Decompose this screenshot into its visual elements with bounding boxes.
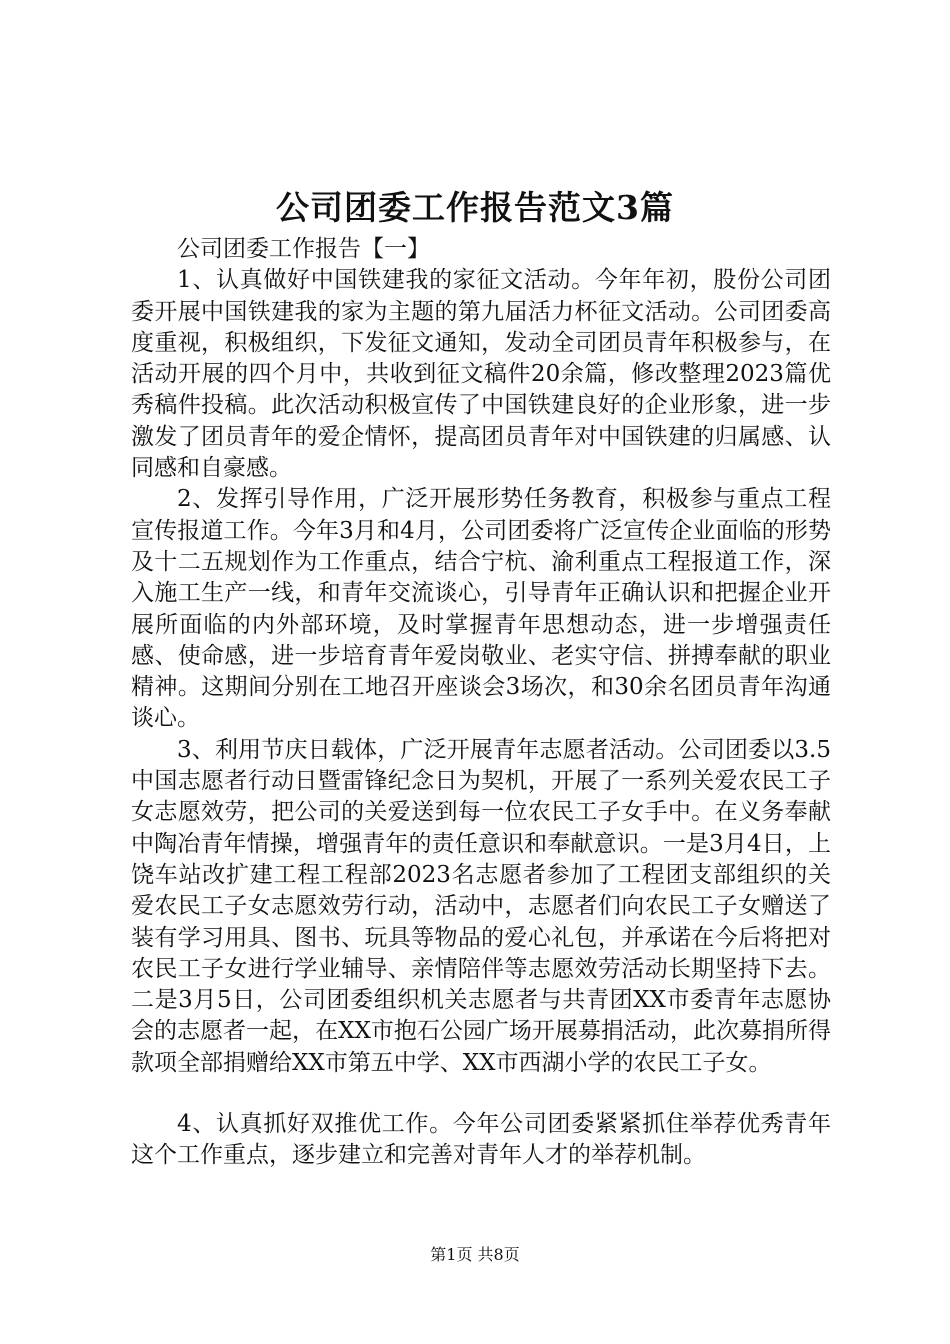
section-heading: 公司团委工作报告【一】 <box>177 236 430 262</box>
page-number-footer: 第1页 共8页 <box>430 1245 520 1264</box>
document-body <box>131 234 831 1172</box>
document-title: 公司团委工作报告范文3篇 <box>276 188 674 227</box>
paragraph-3: 3、利用节庆日载体，广泛开展青年志愿者活动。公司团委以3.5中国志愿者行动日暨雷锋纪念日为契机，开展了一系列关爱农民工子女志愿效劳，把公司的关爱送到每一位农民工子女手中。在义务奉献中陶冶青年情操，增强青年的责任意识和奉献意识。一是3月4日，上饶车站改扩建工程工程部2023名志愿者参加了工程团支部组织的关爱农民工子女志愿效劳行动，活动中，志愿者们向农民工子女赠送了装有学习用具、图书、玩具等物品的爱心礼包，并承诺在今后将把对农民工子女进行学业辅导、亲情陪伴等志愿效劳活动长期坚持下去。二是3月5日，公司团委组织机关志愿者与共青团XX市委青年志愿协会的志愿者一起，在XX市抱石公园广场开展募捐活动，此次募捐所得款项全部捐赠给XX市第五中学、XX市西湖小学的农民工子女。 <box>131 736 831 1076</box>
paragraph-4: 4、认真抓好双推优工作。今年公司团委紧紧抓住举荐优秀青年这个工作重点，逐步建立和完善对青年人才的举荐机制。 <box>131 1111 831 1169</box>
paragraph-2: 2、发挥引导作用，广泛开展形势任务教育，积极参与重点工程宣传报道工作。今年3月和4月，公司团委将广泛宣传企业面临的形势及十二五规划作为工作重点，结合宁杭、渝利重点工程报道工作，深入施工生产一线，和青年交流谈心，引导青年正确认识和把握企业开展所面临的内外部环境，及时掌握青年思想动态，进一步增强责任感、使命感，进一步培育青年爱岗敬业、老实守信、拼搏奉献的职业精神。这期间分别在工地召开座谈会3场次，和30余名团员青年沟通谈心。 <box>131 486 831 732</box>
paragraph-1: 1、认真做好中国铁建我的家征文活动。今年年初，股份公司团委开展中国铁建我的家为主题的第九届活力杯征文活动。公司团委高度重视，积极组织，下发征文通知，发动全司团员青年积极参与，在活动开展的四个月中，共收到征文稿件20余篇，修改整理2023篇优秀稿件投稿。此次活动积极宣传了中国铁建良好的企业形象，进一步激发了团员青年的爱企情怀，提高团员青年对中国铁建的归属感、认同感和自豪感。 <box>131 267 831 482</box>
